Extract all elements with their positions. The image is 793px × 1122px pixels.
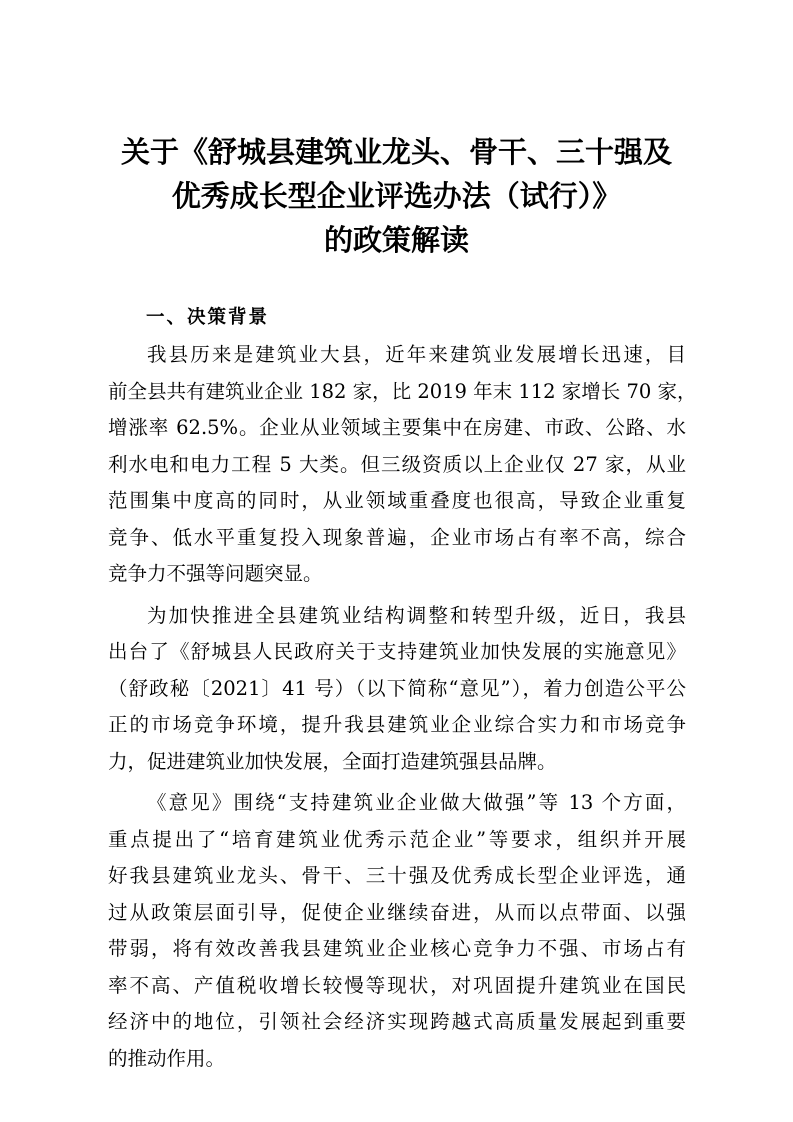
paragraph-line: 范围集中度高的同时，从业领域重叠度也很高，导致企业重复 bbox=[108, 489, 686, 512]
paragraph-line: 重点提出了“培育建筑业优秀示范企业”等要求，组织并开展 bbox=[108, 827, 686, 851]
paragraph-line: 过从政策层面引导，促使企业继续奋进，从而以点带面、以强 bbox=[108, 900, 686, 924]
paragraph-line: 带弱，将有效改善我县建筑业企业核心竞争力不强、市场占有 bbox=[108, 937, 686, 960]
paragraph-line: 好我县建筑业龙头、骨干、三十强及优秀成长型企业评选，通 bbox=[108, 864, 686, 887]
paragraph-line: 的推动作用。 bbox=[108, 1046, 226, 1070]
paragraph-1 bbox=[108, 337, 697, 593]
paragraph-line: 前全县共有建筑业企业 182 家，比 2019 年末 112 家增长 70 家， bbox=[108, 379, 697, 403]
paragraph-line: 竞争、低水平重复投入现象普遍，企业市场占有率不高，综合 bbox=[108, 525, 686, 549]
section-heading: 一、决策背景 bbox=[146, 307, 270, 328]
paragraph-line: 经济中的地位，引领社会经济实现跨越式高质量发展起到重要 bbox=[108, 1010, 686, 1033]
title-line-1: 关于《舒城县建筑业龙头、骨干、三十强及 bbox=[120, 135, 672, 169]
document-title bbox=[60, 130, 733, 262]
paragraph-line: （舒政秘〔2021〕41 号）（以下简称“意见”），着力创造公平公 bbox=[108, 676, 686, 700]
paragraph-line: 力，促进建筑业加快发展，全面打造建筑强县品牌。 bbox=[108, 749, 557, 773]
paragraph-line: 竞争力不强等问题突显。 bbox=[108, 562, 323, 585]
title-line-2: 优秀成长型企业评选办法（试行）》 bbox=[171, 179, 622, 213]
title-line-3: 的政策解读 bbox=[323, 223, 469, 257]
paragraph-line: 增涨率 62.5%。企业从业领域主要集中在房建、市政、公路、水 bbox=[108, 416, 686, 439]
paragraph-3 bbox=[108, 785, 686, 1077]
paragraph-line: 出台了《舒城县人民政府关于支持建筑业加快发展的实施意见》 bbox=[108, 640, 686, 663]
paragraph-line: 率不高、产值税收增长较慢等现状，对巩固提升建筑业在国民 bbox=[108, 973, 686, 997]
paragraph-line: 利水电和电力工程 5 大类。但三级资质以上企业仅 27 家，从业 bbox=[108, 452, 686, 476]
paragraph-2 bbox=[108, 598, 686, 781]
paragraph-line: 《意见》围绕“支持建筑业企业做大做强”等 13 个方面， bbox=[147, 791, 686, 814]
paragraph-line: 我县历来是建筑业大县，近年来建筑业发展增长迅速，目 bbox=[147, 343, 686, 366]
paragraph-line: 正的市场竞争环境，提升我县建筑业企业综合实力和市场竞争 bbox=[108, 713, 686, 736]
document-body bbox=[108, 300, 697, 1082]
paragraph-line: 为加快推进全县建筑业结构调整和转型升级，近日，我县 bbox=[147, 603, 686, 627]
